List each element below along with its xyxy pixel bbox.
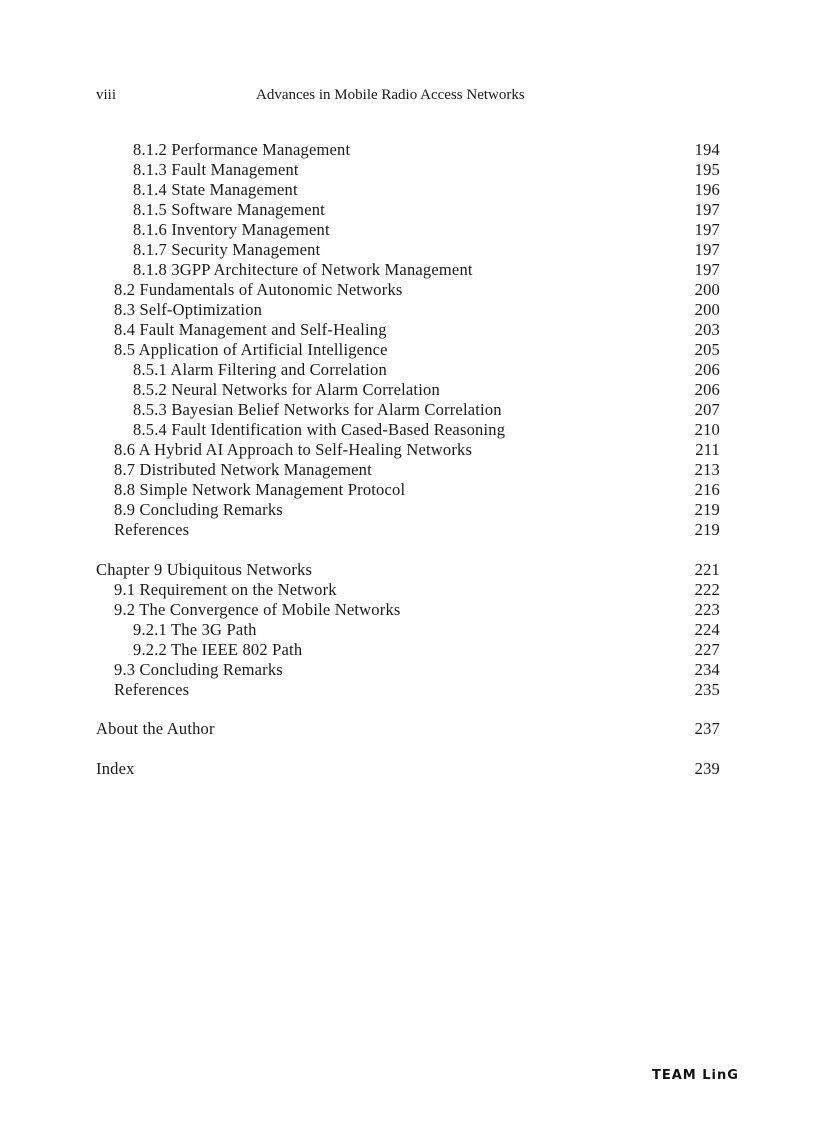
toc-entry-page: 207: [694, 400, 720, 419]
toc-chapter-entry: [96, 759, 720, 779]
toc-entry: [96, 380, 720, 400]
toc-entry-page: 237: [694, 719, 720, 738]
toc-entry: [96, 180, 720, 200]
toc-entry-page: 223: [694, 599, 720, 619]
toc-entry: [96, 160, 720, 180]
toc-entry-page: 210: [694, 420, 720, 439]
toc-entry-page: 195: [694, 160, 720, 179]
toc-entry-title: 8.3 Self-Optimization: [114, 300, 263, 319]
toc-entry: [96, 500, 720, 520]
toc-entry: [96, 240, 720, 260]
toc-entry-page: 197: [694, 260, 720, 279]
toc-chapter-entry: [96, 560, 720, 580]
toc-entry: [96, 520, 720, 540]
toc-entry-page: 211: [695, 440, 720, 459]
toc-entry-title: About the Author: [96, 719, 215, 738]
toc-entry-title: References: [114, 520, 190, 539]
toc-entry: [96, 400, 720, 420]
toc-entry-title: 9.2.1 The 3G Path: [133, 619, 257, 639]
page-number: viii: [96, 87, 117, 103]
toc-entry-page: 219: [694, 520, 720, 539]
toc-entry-page: 205: [694, 340, 720, 359]
toc-entry-page: 224: [694, 619, 720, 639]
toc-entry-page: 213: [694, 460, 720, 479]
toc-entry: [96, 660, 720, 680]
running-title: Advances in Mobile Radio Access Networks: [256, 87, 525, 103]
toc-entry-title: 8.1.7 Security Management: [133, 240, 321, 259]
toc-entry: [96, 600, 720, 620]
toc-entry-title: 9.1 Requirement on the Network: [114, 579, 337, 599]
toc-entry-page: 235: [694, 679, 720, 699]
toc-entry-page: 197: [694, 200, 720, 219]
toc-entry-title: 8.1.4 State Management: [133, 180, 298, 199]
toc-entry-title: 8.4 Fault Management and Self-Healing: [114, 320, 387, 339]
toc-entry-page: 206: [694, 360, 720, 379]
toc-chapter-entry: [96, 719, 720, 739]
toc-entry-page: 221: [694, 559, 720, 579]
team-ling-watermark: TEAM LinG: [652, 1068, 739, 1083]
table-of-contents: [96, 140, 720, 779]
toc-entry-title: 9.3 Concluding Remarks: [114, 659, 283, 679]
toc-entry-page: 197: [694, 240, 720, 259]
toc-entry: [96, 280, 720, 300]
toc-entry: [96, 440, 720, 460]
toc-entry-page: 206: [694, 380, 720, 399]
toc-entry: [96, 480, 720, 500]
toc-entry-title: 8.6 A Hybrid AI Approach to Self-Healing Networks: [114, 440, 473, 459]
toc-entry: [96, 300, 720, 320]
toc-entry-title: 8.7 Distributed Network Management: [114, 460, 372, 479]
toc-entry: [96, 460, 720, 480]
toc-entry-page: 197: [694, 220, 720, 239]
toc-entry-page: 239: [694, 758, 720, 778]
toc-entry-title: 8.1.8 3GPP Architecture of Network Management: [133, 260, 473, 279]
toc-entry: [96, 220, 720, 240]
toc-entry-title: 8.1.6 Inventory Management: [133, 220, 330, 239]
toc-entry: [96, 680, 720, 700]
toc-entry-title: 9.2 The Convergence of Mobile Networks: [114, 599, 401, 619]
toc-entry: [96, 140, 720, 160]
toc-entry: [96, 260, 720, 280]
toc-entry-page: 200: [694, 280, 720, 299]
toc-entry-title: 8.9 Concluding Remarks: [114, 500, 283, 519]
toc-entry-page: 203: [694, 320, 720, 339]
toc-entry-title: 8.1.3 Fault Management: [133, 160, 299, 179]
page-header: [96, 87, 720, 107]
toc-entry-title: 8.1.5 Software Management: [133, 200, 325, 219]
toc-entry-page: 222: [694, 579, 720, 599]
toc-entry-title: References: [114, 679, 190, 699]
toc-entry-page: 234: [694, 659, 720, 679]
toc-entry-title: 8.8 Simple Network Management Protocol: [114, 480, 406, 499]
toc-entry-title: Chapter 9 Ubiquitous Networks: [96, 559, 313, 579]
toc-entry: [96, 640, 720, 660]
toc-entry: [96, 340, 720, 360]
toc-entry-title: 8.5.3 Bayesian Belief Networks for Alarm Correlation: [133, 400, 502, 419]
toc-entry-title: 8.1.2 Performance Management: [133, 140, 351, 159]
toc-entry-title: 8.5.2 Neural Networks for Alarm Correlation: [133, 380, 440, 399]
toc-entry: [96, 200, 720, 220]
toc-entry: [96, 420, 720, 440]
toc-entry-title: 8.5.4 Fault Identification with Cased-Based Reasoning: [133, 420, 506, 439]
toc-entry-page: 216: [694, 480, 720, 499]
toc-entry-page: 196: [694, 180, 720, 199]
toc-entry-title: 8.2 Fundamentals of Autonomic Networks: [114, 280, 403, 299]
toc-entry: [96, 580, 720, 600]
toc-entry-title: 9.2.2 The IEEE 802 Path: [133, 639, 303, 659]
toc-entry: [96, 320, 720, 340]
toc-entry: [96, 360, 720, 380]
toc-entry-title: 8.5 Application of Artificial Intelligence: [114, 340, 388, 359]
toc-entry-page: 227: [694, 639, 720, 659]
toc-entry-page: 200: [694, 300, 720, 319]
toc-entry-title: Index: [96, 758, 135, 778]
toc-entry-title: 8.5.1 Alarm Filtering and Correlation: [133, 360, 387, 379]
toc-entry-page: 219: [694, 500, 720, 519]
toc-entry-page: 194: [694, 140, 720, 159]
toc-entry: [96, 620, 720, 640]
